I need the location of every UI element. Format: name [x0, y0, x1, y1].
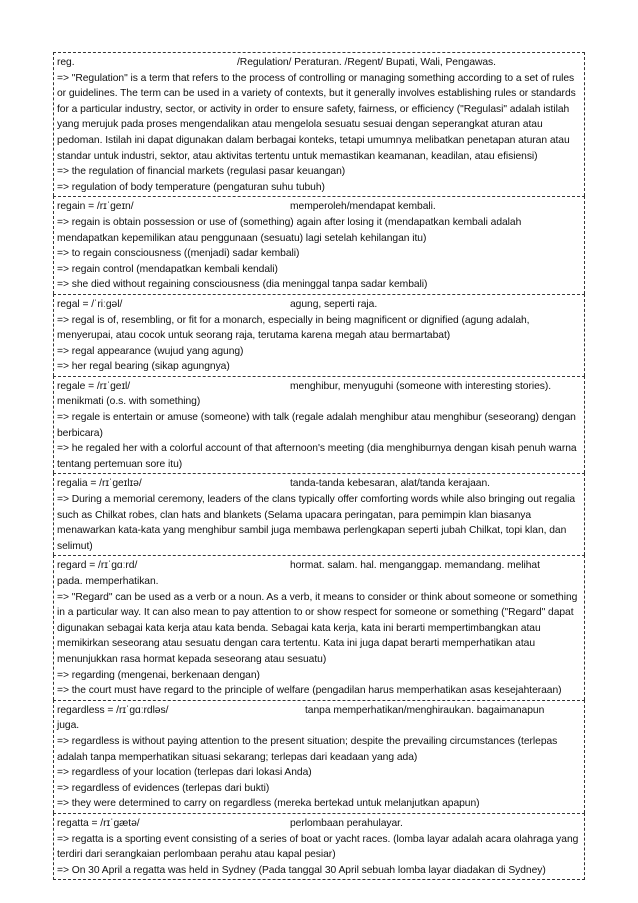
- translation: agung, seperti raja.: [290, 298, 378, 310]
- example-line: => regardless of evidences (terlepas dari bukti): [57, 782, 270, 794]
- entry-headline: [57, 55, 582, 71]
- translation: perlombaan perahulayar.: [290, 817, 403, 829]
- entry-regale: [53, 376, 585, 474]
- example-line: => regale is entertain or amuse (someone) with talk (regale adalah menghibur atau menghibur (seseorang) dengan berbicara): [57, 412, 576, 439]
- example-line: => On 30 April a regatta was held in Sydney (Pada tanggal 30 April sebuah lomba layar diadakan di Sydney): [57, 864, 546, 876]
- translation: menghibur, menyuguhi (someone with interesting stories).: [290, 380, 552, 392]
- headword: regalia = /rɪˈgeɪlɪə/: [57, 478, 142, 490]
- entry-headline: [57, 558, 582, 574]
- example-line: => they were determined to carry on regardless (mereka bertekad untuk melanjutkan apapun): [57, 798, 480, 810]
- translation: hormat. salam. hal. menganggap. memandang. melihat: [290, 560, 540, 572]
- translation: memperoleh/mendapat kembali.: [290, 201, 436, 213]
- example-line: => he regaled her with a colorful account of that afternoon's meeting (dia menghiburnya dengan kisah penuh warna tentang pertemuan sore itu): [57, 443, 577, 470]
- headword: regale = /rɪˈgeɪl/: [57, 380, 131, 392]
- example-line: => to regain consciousness ((menjadi) sadar kembali): [57, 248, 300, 260]
- example-line: => the regulation of financial markets (regulasi pasar keuangan): [57, 166, 346, 178]
- example-line: => "Regulation" is a term that refers to the process of controlling or managing something according to a set of rules or guidelines. The term can be used in a variety of contexts, but it generally involves establishing rules or standards for a particular industry, sector, or activity in order to ensure safety, fairness, or efficiency ("Regulasi" adalah istilah yang merujuk pada proses mengendalikan atau mengelola sesuatu sesuai dengan seperangkat aturan atau pedoman. Istilah ini dapat digunakan dalam berbagai konteks, tetapi umumnya melibatkan penetapan aturan atau standar untuk industri, sektor, atau aktivitas tertentu untuk memastikan keamanan, keadilan, atau efisiensi): [57, 72, 576, 162]
- headword: regatta = /rɪˈgætə/: [57, 817, 140, 829]
- entry-regatta: [53, 813, 585, 880]
- dictionary-page: [53, 52, 585, 880]
- entry-headline: [57, 476, 582, 492]
- entry-regal: [53, 294, 585, 376]
- translation: tanda-tanda kebesaran, alat/tanda kerajaan.: [290, 478, 490, 490]
- translation: tanpa memperhatikan/menghiraukan. bagaimanapun: [305, 704, 545, 716]
- entry-headline: [57, 379, 582, 395]
- entry-headline: [57, 703, 582, 719]
- headword: regain = /rɪˈgeɪn/: [57, 201, 134, 213]
- example-line: => regardless is without paying attention to the present situation; despite the prevailing circumstances (terlepas adalah tanpa memperhatikan situasi sekarang; terlepas dari keadaan yang ada): [57, 735, 558, 763]
- headword: reg.: [57, 57, 75, 68]
- continuation-line: juga.: [57, 720, 80, 732]
- example-line: => During a memorial ceremony, leaders of the clans typically offer comforting words while also bringing out regalia such as Chilkat robes, clan hats and blankets (Selama upacara peringatan, para pemimpin klan biasanya menawarkan kata-kata yang menghibur sambil juga membawa perlengkapan seperti jubah Chilkat, topi klan, dan selimut): [57, 494, 576, 552]
- example-line: => regain control (mendapatkan kembali kendali): [57, 263, 278, 275]
- continuation-line: pada. memperhatikan.: [57, 576, 159, 587]
- entry-regalia: [53, 473, 585, 555]
- example-line: => regulation of body temperature (pengaturan suhu tubuh): [57, 181, 325, 193]
- example-line: => her regal bearing (sikap agungnya): [57, 361, 230, 373]
- entry-regardless: [53, 700, 585, 813]
- example-line: => regal is of, resembling, or fit for a monarch, especially in being magnificent or dignified (agung adalah, menyerupai, atau cocok untuk seorang raja, terutama karena megah atau bermartabat): [57, 314, 530, 342]
- translation: /Regulation/ Peraturan. /Regent/ Bupati, Wali, Pengawas.: [237, 57, 496, 68]
- example-line: => she died without regaining consciousness (dia meninggal tanpa sadar kembali): [57, 279, 428, 291]
- example-line: => regarding (mengenai, berkenaan dengan): [57, 669, 260, 681]
- headword: regal = /ˈriːgəl/: [57, 298, 123, 310]
- example-line: => regatta is a sporting event consisting of a series of boat or yacht races. (lomba layar adalah acara olahraga yang terdiri dari serangkaian perlombaan perahu atau kapal pesiar): [57, 833, 579, 861]
- example-line: => "Regard" can be used as a verb or a noun. As a verb, it means to consider or think about someone or something in a particular way. It can also mean to pay attention to or show respect for someone or something ("Regard" dapat digunakan sebagai kata kerja atau kata benda. Sebagai kata kerja, kata ini berarti mempertimbangkan atau memikirkan seseorang atau sesuatu dengan cara tertentu. Kata ini juga dapat berarti memperhatikan atau menunjukkan rasa hormat kepada seseorang atau sesuatu): [57, 591, 578, 665]
- entry-headline: [57, 816, 582, 832]
- example-line: => regain is obtain possession or use of (something) again after losing it (mendapatkan kembali adalah mendapatkan kepemilikan atau penggunaan (sesuatu) lagi setelah kehilangan itu): [57, 216, 522, 244]
- entry-headline: [57, 297, 582, 313]
- entry-regard: [53, 555, 585, 699]
- entry-regain: [53, 196, 585, 294]
- continuation-line: menikmati (o.s. with something): [57, 396, 201, 408]
- headword: regard = /rɪˈgɑːrd/: [57, 560, 138, 572]
- example-line: => regardless of your location (terlepas dari lokasi Anda): [57, 767, 312, 779]
- example-line: => regal appearance (wujud yang agung): [57, 345, 244, 357]
- entry-headline: [57, 199, 582, 215]
- example-line: => the court must have regard to the principle of welfare (pengadilan harus memperhatikan asas kesejahteraan): [57, 685, 562, 697]
- headword: regardless = /rɪˈgɑːrdləs/: [57, 704, 169, 716]
- entry-reg: [53, 52, 585, 196]
